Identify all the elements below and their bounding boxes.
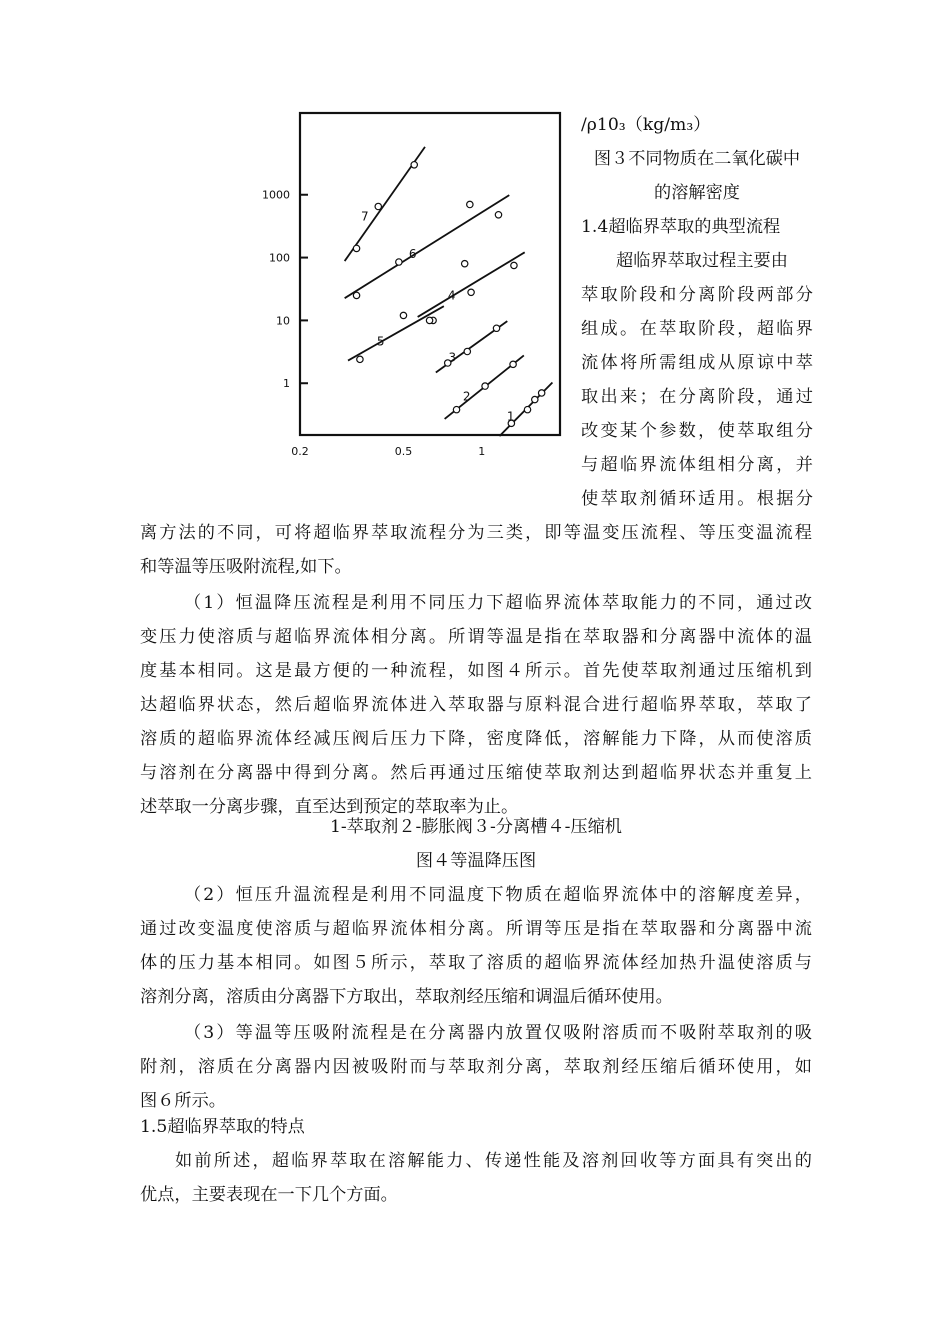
y-tick-label: 10: [276, 314, 290, 328]
series-label: 7: [361, 209, 369, 224]
side-line: 使萃取剂循环适用。根据分: [581, 489, 813, 509]
density-unit-label: /ρ10₃（kg/m₃）: [581, 115, 711, 135]
para1-line: 与溶剂在分离器中得到分离。然后再通过压缩使萃取剂达到超临界状态并重复上: [140, 763, 812, 783]
para2-line: 通过改变温度使溶质与超临界流体相分离。所谓等压是指在萃取器和分离器中流: [140, 919, 812, 939]
side-line: 流体将所需组成从原谅中萃: [581, 353, 813, 373]
series-line: [418, 252, 525, 317]
data-point: [464, 348, 470, 354]
series-label: 5: [376, 334, 385, 349]
data-point: [538, 390, 544, 396]
body-line: 和等温等压吸附流程,如下。: [140, 557, 352, 577]
side-line: 组成。在萃取阶段，超临界: [581, 319, 813, 339]
side-line: 超临界萃取过程主要由: [616, 251, 788, 271]
para1-line: 述萃取一分离步骤，直至达到预定的萃取率为止。: [140, 797, 519, 817]
section-1-5-heading: 1.5超临界萃取的特点: [140, 1117, 305, 1137]
data-point: [375, 203, 381, 209]
data-point: [453, 406, 459, 412]
data-point: [495, 212, 501, 218]
data-point: [426, 317, 432, 323]
data-point: [400, 312, 406, 318]
data-point: [462, 260, 468, 266]
para3-line: 图６所示。: [140, 1091, 226, 1111]
para1-line: 达超临界状态，然后超临界流体进入萃取器与原料混合进行超临界萃取，萃取了: [140, 695, 812, 715]
para3-line: （3）等温等压吸附流程是在分离器内放置仅吸附溶质而不吸附萃取剂的吸: [184, 1023, 812, 1043]
data-point: [482, 383, 488, 389]
figure3-caption-line2: 的溶解密度: [654, 183, 740, 203]
data-point: [510, 361, 516, 367]
data-point: [357, 356, 363, 362]
y-tick-label: 1: [283, 377, 290, 391]
series-label: 2: [462, 389, 471, 404]
data-point: [411, 162, 417, 168]
body-line: 离方法的不同，可将超临界萃取流程分为三类，即等温变压流程、等压变温流程: [140, 523, 812, 543]
para3-line: 附剂，溶质在分离器内因被吸附而与萃取剂分离，萃取剂经压缩后循环使用，如: [140, 1057, 812, 1077]
data-point: [353, 245, 359, 251]
para1-line: 变压力使溶质与超临界流体相分离。所谓等温是指在萃取器和分离器中流体的温: [140, 627, 812, 647]
series-label: 4: [447, 288, 456, 303]
section-1-4-heading: 1.4超临界萃取的典型流程: [581, 217, 781, 237]
figure4-caption: 图４等温降压图: [415, 851, 537, 871]
x-tick-label: 0.5: [394, 445, 413, 458]
data-point: [396, 259, 402, 265]
series-label: 3: [448, 350, 457, 365]
section-1-5-line: 优点，主要表现在一下几个方面。: [140, 1185, 398, 1205]
series-line: [348, 306, 444, 360]
x-tick-label: 1: [478, 445, 486, 458]
y-tick-label: 1000: [262, 188, 290, 202]
figure3-chart: [262, 105, 570, 465]
data-point: [353, 292, 359, 298]
data-point: [467, 201, 473, 207]
chart-frame: [300, 113, 560, 435]
side-line: 萃取阶段和分离阶段两部分: [581, 285, 813, 305]
side-line: 改变某个参数，使萃取组分: [581, 421, 813, 441]
figure4-legend: 1-萃取剂２-膨胀阀３-分离槽４-压缩机: [330, 817, 622, 837]
para2-line: 溶剂分离，溶质由分离器下方取出，萃取剂经压缩和调温后循环使用。: [140, 987, 673, 1007]
side-line: 取出来；在分离阶段，通过: [581, 387, 813, 407]
data-point: [524, 406, 530, 412]
section-1-5-line: 如前所述，超临界萃取在溶解能力、传递性能及溶剂回收等方面具有突出的: [175, 1151, 812, 1171]
series-label: 1: [506, 409, 515, 424]
x-tick-label: 0.2: [291, 445, 309, 458]
para2-line: （2）恒压升温流程是利用不同温度下物质在超临界流体中的溶解度差异，: [184, 885, 812, 905]
figure3-caption-line1: 图３不同物质在二氧化碳中: [593, 149, 801, 169]
para1-line: 度基本相同。这是最方便的一种流程，如图４所示。首先使萃取剂通过压缩机到: [140, 661, 812, 681]
data-point: [493, 325, 499, 331]
side-line: 与超临界流体组相分离，并: [581, 455, 813, 475]
para1-line: 溶质的超临界流体经减压阀后压力下降，密度降低，溶解能力下降，从而使溶质: [140, 729, 812, 749]
series-line: [345, 195, 510, 298]
para2-line: 体的压力基本相同。如图５所示，萃取了溶质的超临界流体经加热升温使溶质与: [140, 953, 812, 973]
para1-line: （1）恒温降压流程是利用不同压力下超临界流体萃取能力的不同，通过改: [184, 593, 812, 613]
data-point: [468, 289, 474, 295]
y-tick-label: 100: [269, 251, 290, 265]
series-label: 6: [408, 247, 417, 262]
data-point: [511, 262, 517, 268]
data-point: [532, 396, 538, 402]
